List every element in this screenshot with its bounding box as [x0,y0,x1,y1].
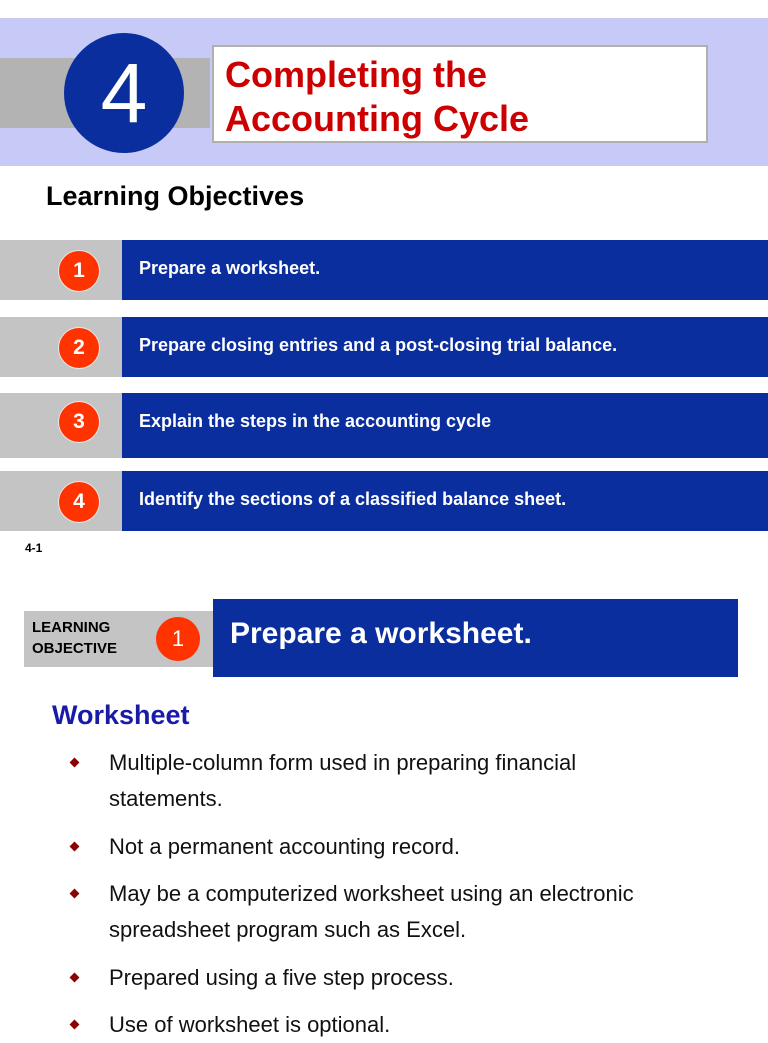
page-number: 4-1 [25,541,43,555]
learning-objectives-heading: Learning Objectives [46,181,305,211]
objective-row-1 [0,240,768,300]
diamond-bullet-icon [70,973,80,983]
objective-row-4 [0,471,768,531]
objective-number-badge: 4 [58,481,100,523]
list-item: Not a permanent accounting record. [109,829,709,865]
diamond-bullet-icon [70,842,80,852]
objective-text: Explain the steps in the accounting cycle [139,410,492,431]
objective-number-badge: 1 [58,250,100,292]
objective-number-badge: 2 [58,327,100,369]
diamond-bullet-icon [70,889,80,899]
learning-objective-label: LEARNING OBJECTIVE [32,619,118,657]
list-item: Prepared using a five step process. [109,960,709,996]
objective-number-badge: 3 [58,401,100,443]
chapter-number-badge: 4 [64,33,184,153]
objective-text: Prepare closing entries and a post-closing trial balance. [139,334,618,355]
worksheet-heading: Worksheet [52,700,190,730]
learning-objective-number-badge: 1 [156,617,200,661]
objective-text: Identify the sections of a classified balance sheet. [139,488,567,509]
chapter-title-line-2: Accounting Cycle [225,98,530,139]
chapter-title-line-1: Completing the [225,54,487,95]
chapter-title-box [212,45,708,143]
list-item: Multiple-column form used in preparing financial statements. [109,745,709,817]
learning-objective-title: Prepare a worksheet. [230,617,532,650]
list-item: May be a computerized worksheet using an electronic spreadsheet program such as Excel. [109,876,709,948]
diamond-bullet-icon [70,758,80,768]
objective-text: Prepare a worksheet. [139,257,321,278]
diamond-bullet-icon [70,1020,80,1030]
objective-row-3 [0,393,768,458]
objective-row-2 [0,317,768,377]
list-item: Use of worksheet is optional. [109,1007,709,1043]
